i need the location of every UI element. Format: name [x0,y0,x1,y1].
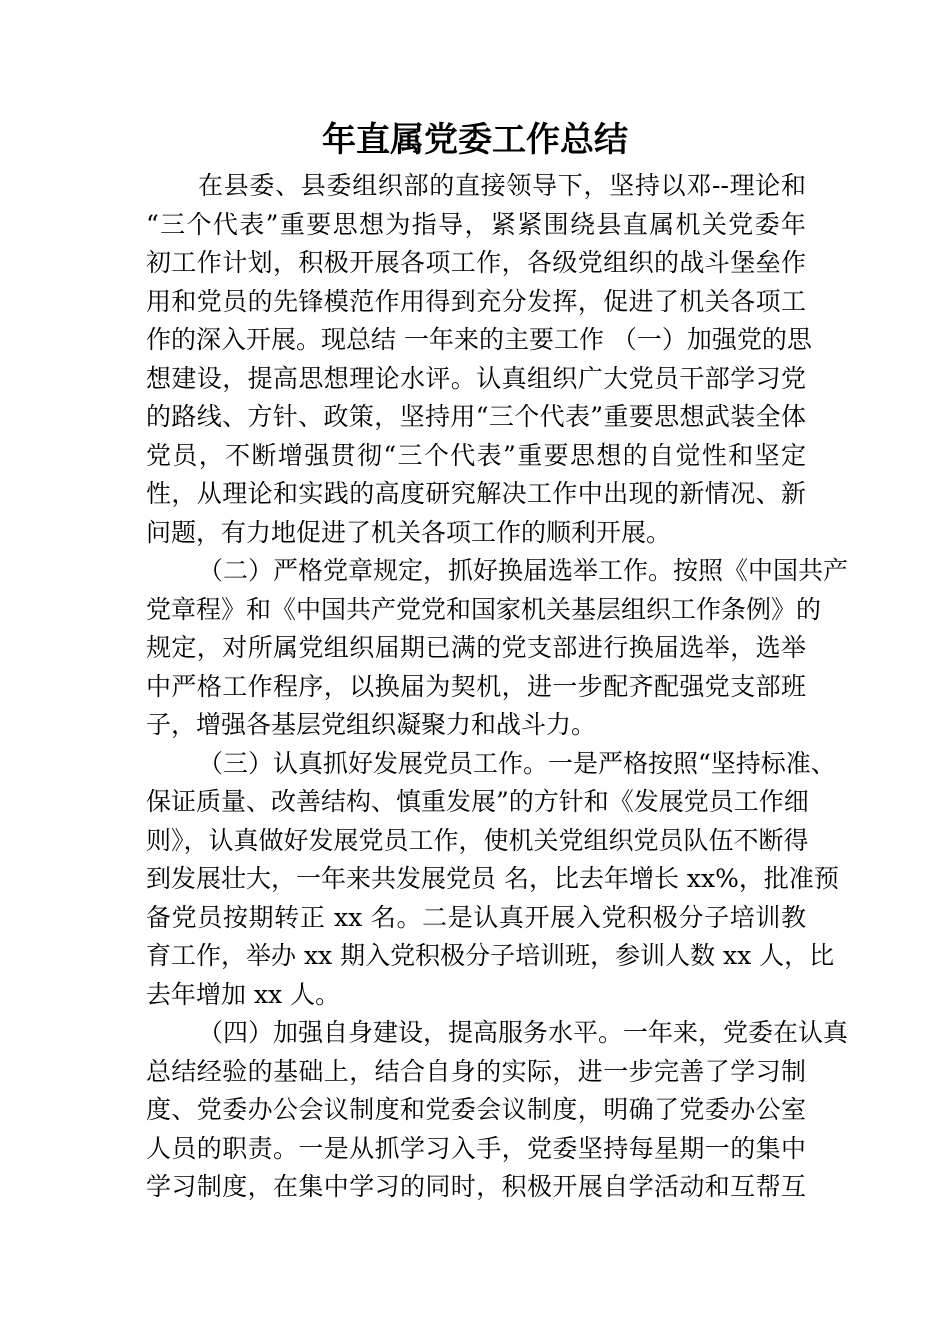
text-line: 总结经验的基础上，结合自身的实际，进一步完善了学习制 [146,1056,806,1086]
document-title: 年直属党委工作总结 [322,120,628,160]
text-line: 党章程》和《中国共产党党和国家机关基层组织工作条例》的 [146,594,822,624]
text-line: 去年增加 xx 人。 [146,979,341,1009]
text-line: 党员，不断增强贯彻“三个代表”重要思想的自觉性和坚定 [146,440,806,470]
text-line: 则》，认真做好发展党员工作，使机关党组织党员队伍不断得 [146,825,809,855]
text-line: 作的深入开展。现总结 一年来的主要工作 （一）加强党的思 [146,325,812,354]
text-line: 备党员按期转正 xx 名。二是认真开展入党积极分子培训教 [146,902,806,932]
text-line: （二）严格党章规定，抓好换届选举工作。按照《中国共产 [198,556,849,585]
text-line: 规定，对所属党组织届期已满的党支部进行换届选举，选举 [146,633,806,662]
text-line: 学习制度，在集中学习的同时，积极开展自学活动和互帮互 [146,1172,806,1201]
text-line: 人员的职责。一是从抓学习入手，党委坚持每星期一的集中 [146,1133,806,1163]
text-line: 用和党员的先锋模范作用得到充分发挥，促进了机关各项工 [146,286,806,316]
document-body [146,167,849,1207]
text-line: 在县委、县委组织部的直接领导下，坚持以邓--理论和 [198,171,806,200]
text-line: 子，增强各基层党组织凝聚力和战斗力。 [146,710,597,739]
text-line: （三）认真抓好发展党员工作。一是严格按照“坚持标准、 [198,748,836,778]
text-line: 的路线、方针、政策，坚持用“三个代表”重要思想武装全体 [146,402,806,431]
text-line: 中严格工作程序，以换届为契机，进一步配齐配强党支部班 [146,671,806,701]
text-line: 问题，有力地促进了机关各项工作的顺利开展。 [146,517,672,547]
text-line: 初工作计划，积极开展各项工作，各级党组织的战斗堡垒作 [146,248,806,277]
text-line: （四）加强自身建设，提高服务水平。一年来，党委在认真 [198,1018,849,1047]
text-line: “三个代表”重要思想为指导，紧紧围绕县直属机关党委年 [146,209,806,239]
text-line: 育工作，举办 xx 期入党积极分子培训班，参训人数 xx 人，比 [146,941,835,970]
text-line: 性，从理论和实践的高度研究解决工作中出现的新情况、新 [146,479,806,508]
text-line: 度、党委办公会议制度和党委会议制度，明确了党委办公室 [146,1095,806,1124]
text-line: 想建设，提高思想理论水评。认真组织广大党员干部学习党 [146,363,806,393]
text-line: 到发展壮大，一年来共发展党员 名，比去年增长 xx%，批准预 [146,864,839,893]
text-line: 保证质量、改善结构、慎重发展”的方针和《发展党员工作细 [146,787,809,816]
